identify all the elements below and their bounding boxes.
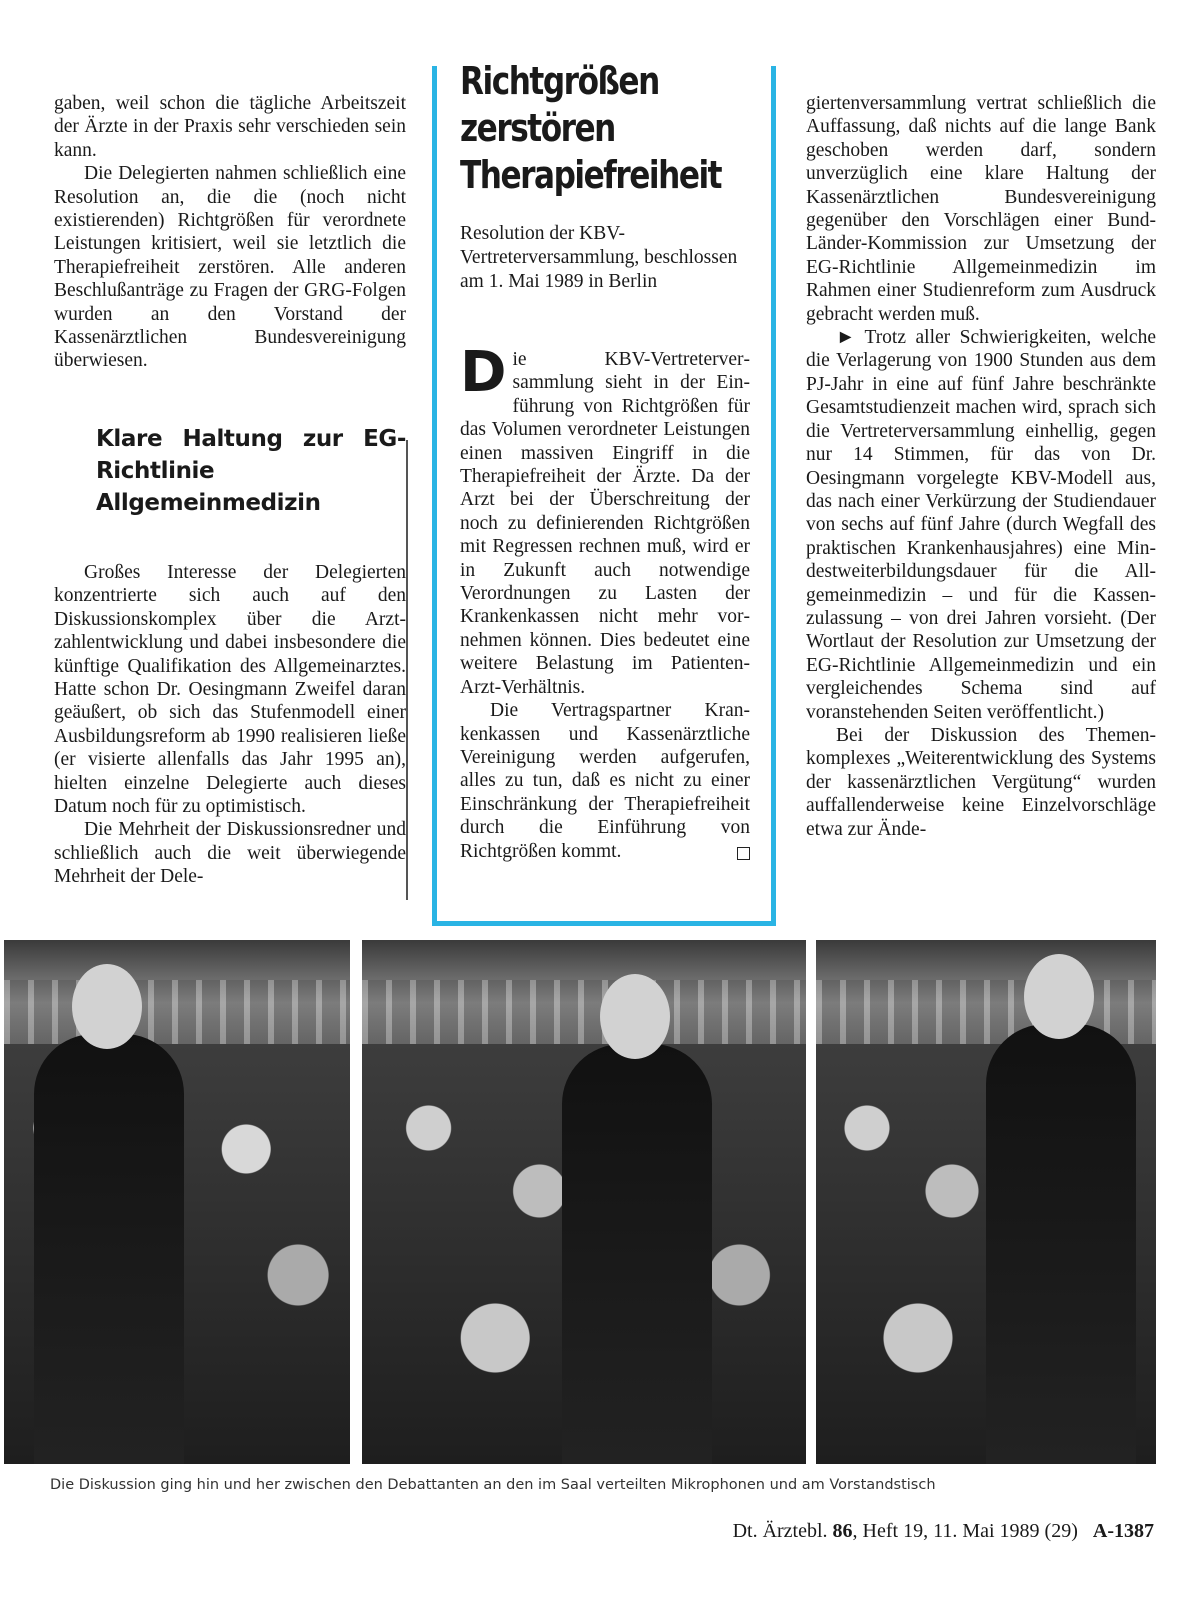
- photo-caption: Die Diskussion ging hin und her zwischen den Debattanten an den im Saal verteilten Mikrophonen und am Vorstandstisch: [50, 1477, 936, 1493]
- section-subheading: Klare Haltung zur EG-Richtlinie Allgemeinmedizin: [96, 425, 406, 516]
- volume-number: 86: [832, 1520, 853, 1542]
- right-paragraph-2: ► Trotz aller Schwierigkeiten, welche die Verlagerung von 1900 Stunden aus dem PJ-Jahr in eine auf fünf Jahre beschränkte Gesamtstudienzeit machen wird, sprach sich die Vertreterversammlung einhellig, gegen nur 14 Stimmen, für das von Dr. Oesingmann vorgelegte KBV-Modell aus, das nach einer Verkürzung der Studiendauer von sechs auf fünf Jahre (durch Wegfall des praktischen Krankenhausjahres) eine Mindestweiterbildungsdauer für die Allgemeinmedizin – und für die Kassenzulassung – von drei Jahren vorsieht. (Der Wortlaut der Resolution zur Umsetzung der EG-Richtlinie Allgemeinmedizin und ein vergleichendes Schema sind auf voranstehenden Seiten veröffentlicht.): [806, 327, 1156, 723]
- right-column: [806, 92, 1156, 841]
- left-paragraph-2: Die Delegierten nahmen schließlich eine Resolution an, die die (noch nicht existierenden) Richtgrößen für verordnete Leistungen kritisiert, weil sie letztlich die Therapiefreiheit zerstören. Alle anderen Beschlußanträge zu Fragen der GRG-Folgen wurden an den Vorstand der Kassenärztlichen Bundesvereinigung überwiesen.: [54, 163, 406, 372]
- resolution-subtitle: Resolution der KBV-Vertreterversammlung, beschlossen am 1. Mai 1989 in Berlin: [460, 223, 738, 292]
- issue-info: , Heft 19, 11. Mai 1989 (29): [852, 1520, 1078, 1542]
- photo-speaker-right: [816, 940, 1156, 1464]
- resolution-title: Richtgrößen zerstören Therapiefreiheit: [460, 59, 722, 197]
- end-mark-icon: [737, 847, 750, 860]
- journal-name: Dt. Ärztebl.: [732, 1520, 828, 1542]
- left-paragraph-1: gaben, weil schon die tägliche Arbeitszeit der Ärzte in der Praxis sehr verschieden sein kann.: [54, 93, 406, 161]
- photo-speaker-left: [4, 940, 350, 1464]
- left-column: [54, 92, 406, 889]
- photo-speaker-center: [362, 940, 806, 1464]
- right-paragraph-3: Bei der Diskussion des Themenkomplexes „Weiterentwicklung des Systems der kassenärztlichen Vergütung“ wurden auffallenderweise keine Einzelvorschläge etwa zur Ände-: [806, 724, 1156, 840]
- right-paragraph-1: giertenversammlung vertrat schließlich die Auffassung, daß nichts auf die lange Bank geschoben werden darf, sondern unverzüglich eine klare Haltung der Kassenärztlichen Bundesvereinigung gegenüber den Vorschlägen einer Bund-Länder-Kommission zur Umsetzung der EG-Richtlinie Allgemeinmedizin im Rahmen einer Studienreform zum Ausdruck gebracht werden muß.: [806, 93, 1156, 325]
- left-column-rule: [406, 440, 408, 900]
- resolution-paragraph-1-text: ie KBV-Vertreterversammlung sieht in der Einführung von Richtgrößen für das Volumen verordneter Leistungen einen massiven Eingriff in die Therapiefreiheit der Ärzte. Da der Arzt bei der Überschreitung der noch zu definierenden Richtgrößen mit Regressen rechnen muß, wird er in Zukunft auch notwendige Verordnungen zu Lasten der Krankenkassen nicht mehr vornehmen können. Dies bedeutet eine weitere Belastung im Patienten-Arzt-Verhältnis.: [460, 349, 750, 698]
- drop-cap: D: [460, 340, 507, 405]
- left-paragraph-4: Die Mehrheit der Diskussionsredner und schließlich auch die weit überwiegende Mehrheit der Dele-: [54, 819, 406, 888]
- resolution-paragraph-1: [460, 340, 750, 699]
- left-paragraph-3: Großes Interesse der Delegierten konzentrierte sich auch auf den Diskussionskomplex über die Arztzahlentwicklung und dabei insbesondere die künftige Qualifikation des Allgemeinarztes. Hatte schon Dr. Oesingmann Zweifel daran geäußert, ob sich das Stufenmodell einer Ausbildungsreform ab 1990 realisieren ließe (er visierte allenfalls das Jahr 1995 an), hielten einzelne Delegierte auch dieses Datum noch für zu optimistisch.: [54, 561, 406, 817]
- resolution-body: [460, 340, 750, 863]
- page-footer: [733, 1520, 1154, 1543]
- resolution-paragraph-2: [460, 699, 750, 863]
- resolution-paragraph-2-text: Die Vertragspartner Krankenkassen und Kassenärztliche Vereinigung werden aufgerufen, alles zu tun, daß es nicht zu einer Einschränkung der Therapiefreiheit durch die Einführung von Richtgrößen kommt.: [460, 700, 750, 862]
- page-number: A-1387: [1092, 1520, 1154, 1542]
